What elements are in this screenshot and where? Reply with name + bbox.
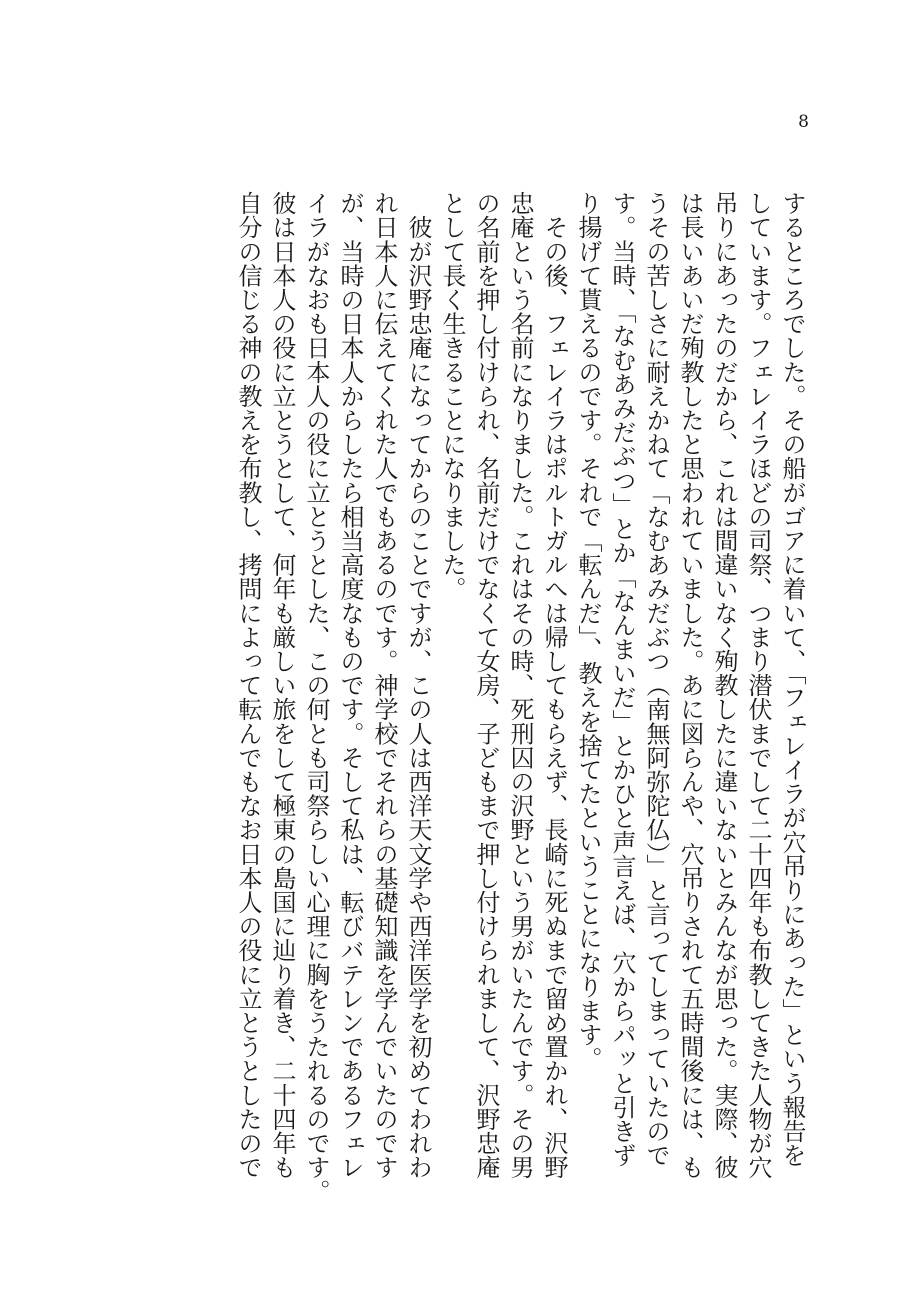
- text-line: として長く生きることになりました。: [438, 191, 466, 601]
- body-text: [109, 191, 809, 1204]
- text-line: 彼は日本人の役に立とうとして、何年も厳しい旅をして極東の島国に辿り着き、二十四年も: [268, 191, 296, 1180]
- text-line: 自分の信じる神の教えを布教し、拷問によって転んでもなお日本人の役に立とうとしたので: [234, 191, 262, 1180]
- text-line: の名前を押し付けられ、名前だけでなくて女房、子どもまで押し付けられまして、沢野忠庵: [472, 191, 500, 1180]
- text-line: うその苦しさに耐えかねて「なむあみだぶつ（南無阿弥陀仏）」と言ってしまっていたので: [642, 191, 670, 1168]
- text-line: り揚げて貰えるのです。それで「転んだ」、教えを捨てたということになります。: [574, 191, 602, 1071]
- text-line: は長いあいだ殉教したと思われていました。あに図らんや、穴吊りされて五時間後には、も: [676, 191, 704, 1180]
- text-line: 忠庵という名前になりました。これはその時、死刑囚の沢野という男がいたんです。その男: [506, 191, 534, 1180]
- text-line: 彼が沢野忠庵になってからのことですが、この人は西洋天文学や西洋医学を初めてわれわ: [404, 191, 432, 1180]
- text-line: が、当時の日本人からしたら相当高度なものです。そして私は、転びバテレンであるフェレ: [336, 191, 364, 1180]
- text-line: れ日本人に伝えてくれた人でもあるのです。神学校でそれらの基礎知識を学んでいたのです: [370, 191, 398, 1180]
- text-line: 吊りにあったのだから、これは間違いなく殉教したに違いないとみんなが思った。実際、彼: [710, 191, 738, 1180]
- text-line: す。当時、「なむあみだぶつ」とか「なんまいだ」とかひと声言えば、穴からパッと引きず: [608, 191, 636, 1168]
- text-line: イラがなおも日本人の役に立とうとした、この何とも司祭らしい心理に胸をうたれるのです。: [302, 191, 330, 1204]
- text-line: しています。フェレイラほどの司祭、つまり潜伏までして二十四年も布教してきた人物が穴: [744, 191, 772, 1180]
- text-line: その後、フェレイラはポルトガルへは帰してもらえず、長崎に死ぬまで留め置かれ、沢野: [540, 191, 568, 1180]
- text-line: するところでした。その船がゴアに着いて、「フェレイラが穴吊りにあった」という報告を: [778, 191, 806, 1168]
- page-number: 8: [798, 112, 809, 132]
